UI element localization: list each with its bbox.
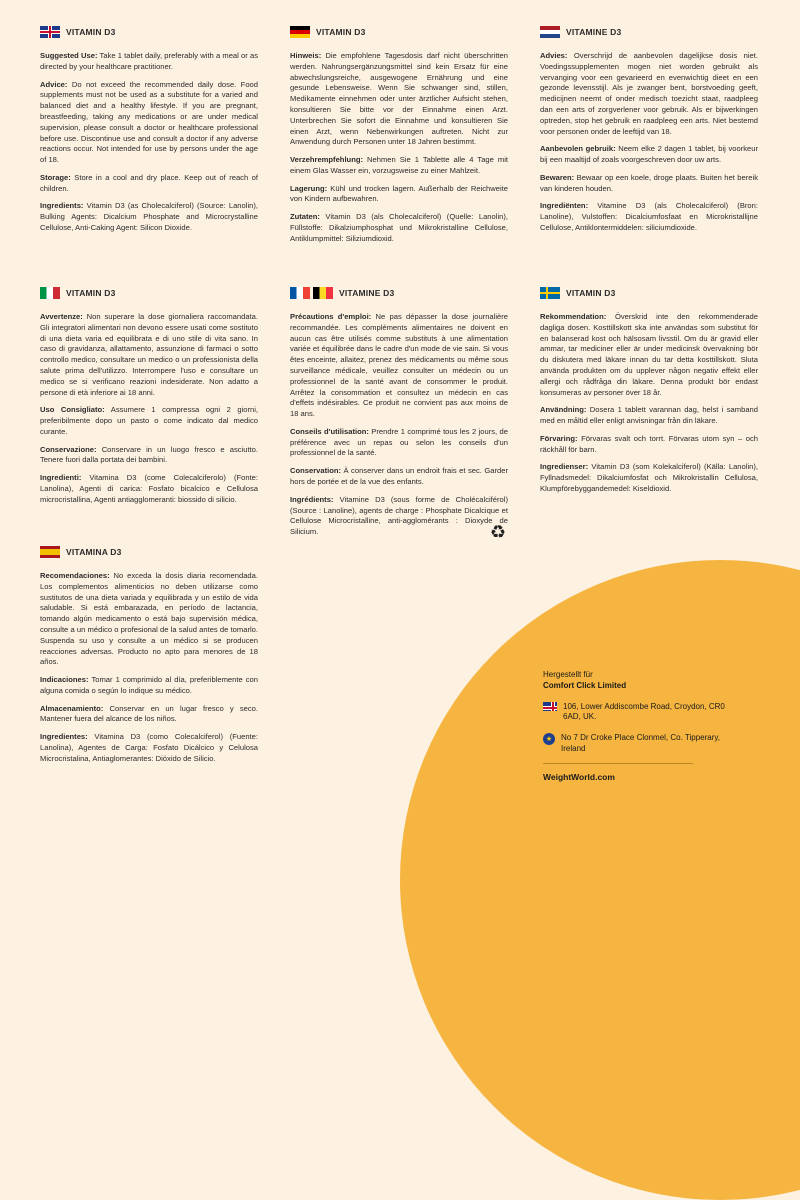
advice: Advice: Do not exceed the recommended daily dose. Food supplements must not be used as a substitute for a varied and balanced diet and a healthy lifestyle. If you are pregnant, breastfeeding, taking any medications or are under medical supervision, please consult a doctor or healthcare professional before use. Discontinue use and consult a doctor if any adverse reactions occur. Not intended for use by persons under the age of 18.: [40, 79, 258, 165]
suggested-use: Användning: Dosera 1 tablett varannan dag, helst i samband med en måltid eller enligt anvisningar från din läkare.: [540, 405, 758, 426]
section-header-de: [290, 26, 508, 38]
section-fr: [290, 287, 508, 545]
suggested-use: Aanbevolen gebruik: Neem elke 2 dagen 1 tablet, bij voorkeur bij een maaltijd of zoals voorgeschreven door uw arts.: [540, 144, 758, 165]
brand-website: WeightWorld.com: [543, 771, 615, 782]
section-title: VITAMINE D3: [339, 288, 395, 298]
company-name: Comfort Click Limited: [543, 680, 627, 690]
advice: Rekommendation: Överskrid inte den rekommenderade dagliga dosen. Kosttillskott ska inte användas som substitut för en balanserad kost och hälsosam livsstil. Om du är gravid eller ammar, tar mediciner eller är under medicinsk övervakning bör du diskutera med läkare innan du tar detta kosttillskott. Sluta använda produkten om du upplever någon negativ effekt eller allergi och rådfråga din läkare. Denna produkt bör endast konsumeras av personer över 18 år.: [540, 312, 758, 397]
manufacturer-info: [543, 670, 743, 783]
belgium-flag-icon: [313, 287, 333, 299]
section-se: [540, 287, 758, 502]
ingredients: Ingrédients: Vitamine D3 (sous forme de Cholécalciférol) (Source : Lanoline), agents de charge : Phosphate Dicalcique et Cellulose Microcristalline, anti-agglomérants : Dioxyde de Silicium.: [290, 494, 508, 537]
section-title: VITAMINE D3: [566, 27, 622, 37]
section-nl: [540, 26, 758, 241]
storage: Bewaren: Bewaar op een koele, droge plaats. Buiten het bereik van kinderen houden.: [540, 172, 758, 193]
section-header-fr: [290, 287, 508, 299]
germany-flag-icon: [290, 26, 310, 38]
suggested-use: Conseils d'utilisation: Prendre 1 comprimé tous les 2 jours, de préférence avec un repas ou selon les conseils d'un professionnel de la santé.: [290, 426, 508, 458]
section-title: VITAMIN D3: [66, 288, 116, 298]
ingredients: Zutaten: Vitamin D3 (als Cholecalciferol) (Quelle: Lanolin), Füllstoffe: Dikalziumphosphat und Mikrokristalline Cellulose, Antiklumpmittel: Siliziumdioxid.: [290, 212, 508, 243]
storage: Conservazione: Conservare in un luogo fresco e asciutto. Tenere fuori dalla portata dei bambini.: [40, 444, 258, 465]
ingredients: Ingredientes: Vitamina D3 (como Colecalciferol) (Fuente: Lanolina), Agentes de Carga: Fosfato Dicálcico y Celulosa Microcristalina, Antiaglomerantes: Dióxido de Silicio.: [40, 732, 258, 763]
section-title: VITAMIN D3: [66, 27, 116, 37]
recycle-icon: ♻: [489, 522, 507, 542]
section-header-en: [40, 26, 258, 38]
section-header-es: [40, 546, 258, 558]
made-for-label: Hergestellt für: [543, 670, 593, 679]
section-en: [40, 26, 258, 241]
uk-flag-icon: [543, 702, 557, 711]
section-es: [40, 546, 258, 772]
suggested-use: Uso Consigliato: Assumere 1 compressa ogni 2 giorni, preferibilmente dopo un pasto o come indicato dal medico curante.: [40, 405, 258, 436]
advice: Recomendaciones: No exceda la dosis diaria recomendada. Los complementos alimenticios no deben utilizarse como sustitutos de una dieta variada y equilibrada y un estilo de vida saludable. Si está embarazada, en período de lactancia, tomando algún medicamento o está bajo supervisión médica, consulte a un médico o profesional de la salud antes de tomarlo. Suspenda su uso y consulte a un médico si se producen reacciones adversas. Producto no apto para menores de 18 años.: [40, 571, 258, 667]
section-it: [40, 287, 258, 513]
ingredients: Ingredients: Vitamin D3 (as Cholecalciferol) (Source: Lanolin), Bulking Agents: Dicalcium Phosphate and Microcrystalline Cellulose, Anti-Caking Agent: Silicon Dioxide.: [40, 201, 258, 232]
storage: Almacenamiento: Conservar en un lugar fresco y seco. Mantener fuera del alcance de los niños.: [40, 703, 258, 724]
spain-flag-icon: [40, 546, 60, 558]
advice: Avvertenze: Non superare la dose giornaliera raccomandata. Gli integratori alimentari non devono essere usati come sostituto di una dieta varia ed equilibrata e di uno stile di vita sano. In caso di gravidanza, allattamento, assunzione di farmaci o sotto controllo medico, consultare un medico o un professionista della salute prima dell'utilizzo. Interrompere l'uso e consultare un medico se si verificano reazioni indesiderate. Non adatto a persone di età inferiore ai 18 anni.: [40, 312, 258, 397]
ingredients: Ingredienti: Vitamina D3 (come Colecalciferolo) (Fonte: Lanolina), Agenti di carica: Fosfato bicalcico e Cellulosa microcristallina, Agenti antiagglomeranti: biossido di silicio.: [40, 473, 258, 504]
suggested-use: Indicaciones: Tomar 1 comprimido al día, preferiblemente con alguna comida o según lo indique su médico.: [40, 675, 258, 695]
decorative-circle: [400, 560, 800, 1200]
section-title: VITAMINA D3: [66, 547, 122, 557]
section-header-it: [40, 287, 258, 299]
advice: Advies: Overschrijd de aanbevolen dagelijkse dosis niet. Voedingssupplementen mogen niet worden gebruikt als vervanging voor een gevarieerd en evenwichtig dieet en een gezonde levensstijl. Als je zwanger bent, borstvoeding geeft, medicijnen neemt of onder medisch toezicht staat, raadpleeg dan een arts of zorgverlener voor gebruik. Als er bijwerkingen optreden, stop het gebruik en raadpleeg een arts. Niet bestemd voor personen onder de leeftijd van 18.: [540, 51, 758, 136]
advice: Précautions d'emploi: Ne pas dépasser la dose journalière recommandée. Les compléments alimentaires ne doivent en aucun cas être utilisés comme substituts à une alimentation variée et équilibrée dans le cadre d'un mode de vie sain. Si vous êtes enceinte, allaitez, prenez des médicaments ou même sous surveillance médicale, veuillez consulter un médecin ou un professionnel de la santé avant de consommer le produit. Arrêtez la consommation et consultez un médecin en cas d'effets indésirables. Ce produit ne convient pas aux moins de 18 ans.: [290, 312, 509, 419]
divider: [543, 763, 693, 764]
section-title: VITAMIN D3: [566, 288, 616, 298]
suggested-use: Verzehrempfehlung: Nehmen Sie 1 Tablette alle 4 Tage mit einem Glas Wasser ein, vorzugsweise zu einer Mahlzeit.: [290, 155, 508, 175]
section-title: VITAMIN D3: [316, 27, 366, 37]
netherlands-flag-icon: [540, 26, 560, 38]
uk-flag-icon: [40, 26, 60, 38]
suggested-use: Suggested Use: Take 1 tablet daily, preferably with a meal or as directed by your healthcare practitioner.: [40, 51, 258, 71]
storage: Förvaring: Förvaras svalt och torrt. Förvaras utom syn – och räckhåll för barn.: [540, 433, 758, 454]
ingredients: Ingredienser: Vitamin D3 (som Kolekalciferol) (Källa: Lanolin), Fyllnadsmedel: Dikalciumfosfat och Mikrokristallin Cellulosa, Klumpförebyggandemedel: Kiseldioxid.: [540, 462, 758, 493]
storage: Storage: Store in a cool and dry place. Keep out of reach of children.: [40, 172, 258, 193]
italy-flag-icon: [40, 287, 60, 299]
france-flag-icon: [290, 287, 310, 299]
section-de: [290, 26, 508, 252]
storage: Conservation: À conserver dans un endroit frais et sec. Garder hors de portée et de la vue des enfants.: [290, 466, 508, 486]
sweden-flag-icon: [540, 287, 560, 299]
storage: Lagerung: Kühl und trocken lagern. Außerhalb der Reichweite von Kindern aufbewahren.: [290, 183, 508, 204]
section-header-se: [540, 287, 758, 299]
section-header-nl: [540, 26, 758, 38]
eu-flag-icon: [543, 733, 555, 745]
advice: Hinweis: Die empfohlene Tagesdosis darf nicht überschritten werden. Nahrungsergänzungsmittel sind kein Ersatz für eine abwechslungsreiche, ausgewogene Ernährung und eine gesunde Lebensweise. Wenn Sie schwanger sind, stillen, Medikamente einnehmen oder unter ärztlicher Aufsicht stehen, konsultieren Sie bitte vor der Einnahme einen Arzt. Unterbrechen Sie sofort die Einnahme und konsultieren Sie einen Arzt, wenn Nebenwirkungen auftreten. Nicht zur Anwendung durch Personen unter 18 Jahren bestimmt.: [290, 51, 508, 147]
ingredients: Ingrediënten: Vitamine D3 (als Cholecalciferol) (Bron: Lanoline), Vulstoffen: Dicalciumfosfaat en Microkristallijne Cellulose, Antiklontermiddelen: siliciumdioxide.: [540, 201, 758, 232]
ireland-address: ★ No 7 Dr Croke Place Clonmel, Co. Tipperary, Ireland: [543, 733, 743, 755]
uk-address: 106, Lower Addiscombe Road, Croydon, CR0 6AD, UK.: [543, 702, 743, 724]
